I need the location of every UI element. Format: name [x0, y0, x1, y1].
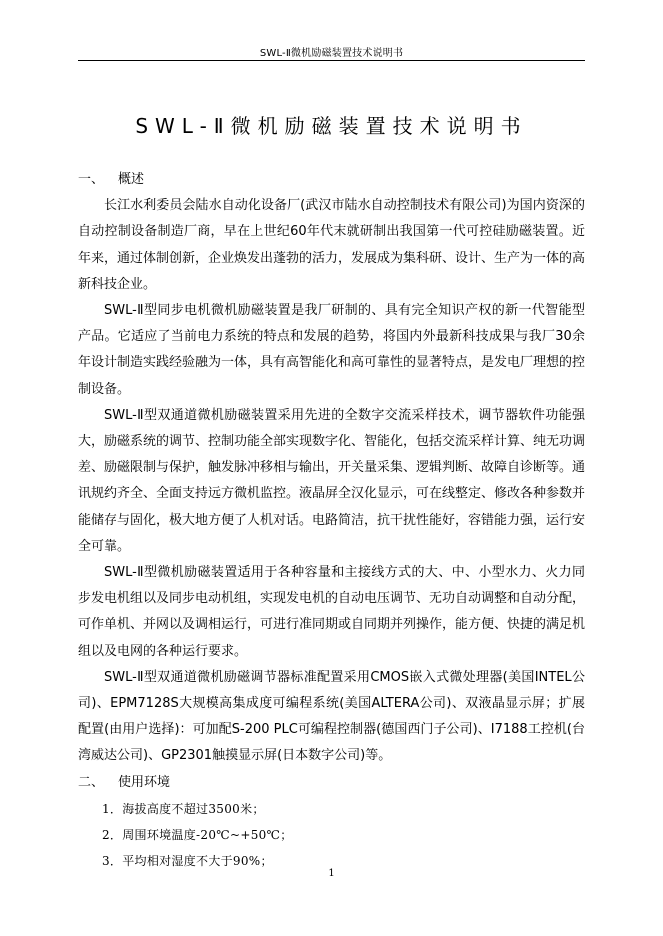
list-item: 3．平均相对湿度不大于90%；: [102, 854, 273, 869]
section-heading-environment: [78, 770, 585, 796]
running-header: SWL-Ⅱ微机励磁装置技术说明书: [259, 48, 404, 59]
list-item: 2．周围环境温度-20℃~+50℃；: [102, 828, 293, 843]
section-title: 使用环境: [118, 774, 171, 790]
paragraph: SWL-Ⅱ型同步电机微机励磁装置是我厂研制的、具有完全知识产权的新一代智能型产品。它适应了当前电力系统的特点和发展的趋势，将国内外最新科技成果与我厂30余年设计制造实践经验融为一体，具有高智能化和高可靠性的显著特点，是发电厂理想的控制设备。: [78, 303, 586, 397]
paragraph: SWL-Ⅱ型双通道微机励磁装置采用先进的全数字交流采样技术，调节器软件功能强大，励磁系统的调节、控制功能全部实现数字化、智能化，包括交流采样计算、纯无功调差、励磁限制与保护，触发脉冲移相与输出，开关量采集、逻辑判断、故障自诊断等。通讯规约齐全、全面支持远方微机监控。液晶屏全汉化显示，可在线整定、修改各种参数并能储存与固化，极大地方便了人机对话。电路简洁，抗干扰性能好，容错能力强，运行安全可靠。: [78, 407, 586, 554]
document-body: [78, 167, 585, 874]
environment-list: [78, 796, 585, 875]
document-title: SWL-Ⅱ微机励磁装置技术说明书: [135, 114, 528, 138]
page-number: 1: [328, 868, 335, 879]
section-number: 二、: [78, 774, 105, 790]
section-title: 概述: [118, 172, 145, 187]
paragraph: SWL-Ⅱ型双通道微机励磁调节器标准配置采用CMOS嵌入式微处理器(美国INTEL公司)、EPM7128S大规模高集成度可编程系统(美国ALTERA公司)、双液晶显示屏；扩展配置(由用户选择)：可加配S-200 PLC可编程控制器(德国西门子公司)、I7188工控机(台湾威达公司)、GP2301触摸显示屏(日本数字公司)等。: [78, 669, 585, 764]
section-number: 一、: [78, 172, 105, 187]
section-heading-overview: [78, 167, 585, 193]
header-rule: [78, 60, 585, 61]
list-item: 1．海拔高度不超过3500米；: [102, 801, 265, 816]
paragraph: 长江水利委员会陆水自动化设备厂(武汉市陆水自动控制技术有限公司)为国内资深的自动控制设备制造厂商，早在上世纪60年代末就研制出我国第一代可控硅励磁装置。近年来，通过体制创新，企业焕发出蓬勃的活力，发展成为集科研、设计、生产为一体的高新科技企业。: [78, 198, 586, 292]
paragraph: SWL-Ⅱ型微机励磁装置适用于各种容量和主接线方式的大、中、小型水力、火力同步发电机组以及同步电动机组，实现发电机的自动电压调节、无功自动调整和自动分配，可作单机、并网以及调相运行，可进行准同期或自同期并列操作，能方便、快捷的满足机组以及电网的各种运行要求。: [78, 565, 586, 659]
